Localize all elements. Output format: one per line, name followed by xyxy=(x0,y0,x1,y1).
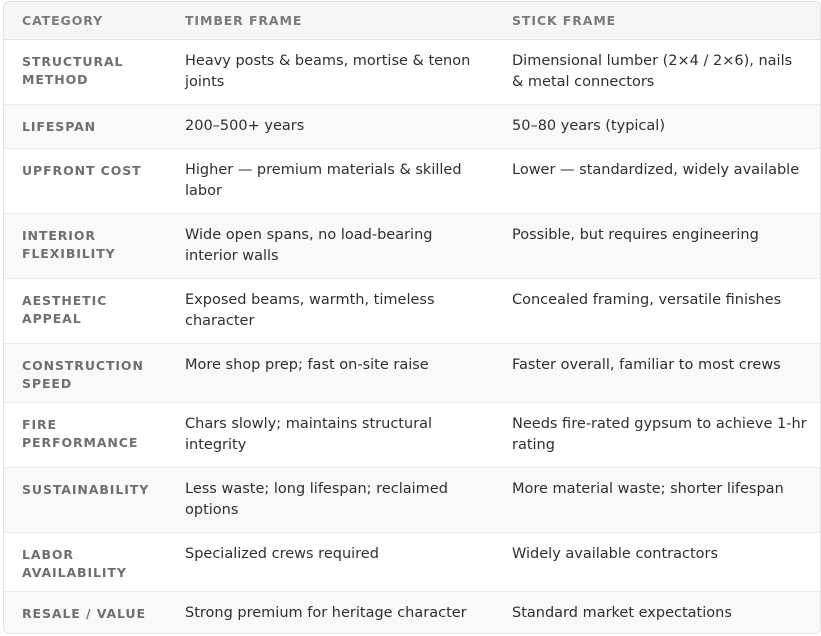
row-stick-value: Lower — standardized, widely available xyxy=(512,161,800,178)
row-stick-value: Possible, but requires engineering xyxy=(512,226,759,243)
row-timber-value: More shop prep; fast on-site raise xyxy=(185,356,429,373)
row-timber-value: Exposed beams, warmth, timeless character xyxy=(185,291,435,329)
row-timber-value: Less waste; long lifespan; reclaimed options xyxy=(185,480,448,518)
row-category: LABOR AVAILABILITY xyxy=(22,546,127,580)
row-category: AESTHETIC APPEAL xyxy=(22,292,108,326)
row-timber-value: Chars slowly; maintains structural integrity xyxy=(185,415,433,453)
row-category: RESALE / VALUE xyxy=(22,605,146,621)
table-row xyxy=(4,402,820,467)
row-stick-value: Faster overall, familiar to most crews xyxy=(512,356,781,373)
row-category: INTERIOR FLEXIBILITY xyxy=(22,227,116,261)
table-row xyxy=(4,343,820,402)
row-stick-value: Concealed framing, versatile finishes xyxy=(512,291,782,308)
header-stick-frame: STICK FRAME xyxy=(494,2,820,39)
row-stick-value: More material waste; shorter lifespan xyxy=(512,480,784,497)
row-category: FIRE PERFORMANCE xyxy=(22,416,139,450)
table-row xyxy=(4,39,820,104)
table-row xyxy=(4,532,820,591)
comparison-table-container xyxy=(3,1,821,634)
row-category: CONSTRUCTION SPEED xyxy=(22,357,144,391)
row-timber-value: Heavy posts & beams, mortise & tenon joints xyxy=(185,52,471,90)
row-stick-value: 50–80 years (typical) xyxy=(512,117,665,134)
row-timber-value: Specialized crews required xyxy=(185,545,379,562)
table-row xyxy=(4,278,820,343)
table-row xyxy=(4,148,820,213)
table-row xyxy=(4,104,820,148)
row-timber-value: Higher — premium materials & skilled labor xyxy=(185,161,462,199)
table-row xyxy=(4,467,820,532)
table-header-row xyxy=(4,2,820,39)
row-timber-value: Strong premium for heritage character xyxy=(185,604,467,621)
row-category: STRUCTURAL METHOD xyxy=(22,53,124,87)
row-timber-value: 200–500+ years xyxy=(185,117,305,134)
row-category: UPFRONT COST xyxy=(22,162,142,178)
row-category: SUSTAINABILITY xyxy=(22,481,150,497)
comparison-table xyxy=(4,2,820,634)
header-category: CATEGORY xyxy=(4,2,167,39)
header-timber-frame: TIMBER FRAME xyxy=(167,2,494,39)
row-timber-value: Wide open spans, no load-bearing interior walls xyxy=(185,226,433,264)
row-stick-value: Dimensional lumber (2×4 / 2×6), nails & metal connectors xyxy=(512,52,793,90)
row-category: LIFESPAN xyxy=(22,118,97,134)
table-row xyxy=(4,213,820,278)
row-stick-value: Needs fire-rated gypsum to achieve 1-hr rating xyxy=(512,415,807,453)
row-stick-value: Widely available contractors xyxy=(512,545,719,562)
row-stick-value: Standard market expectations xyxy=(512,604,732,621)
table-row xyxy=(4,591,820,634)
